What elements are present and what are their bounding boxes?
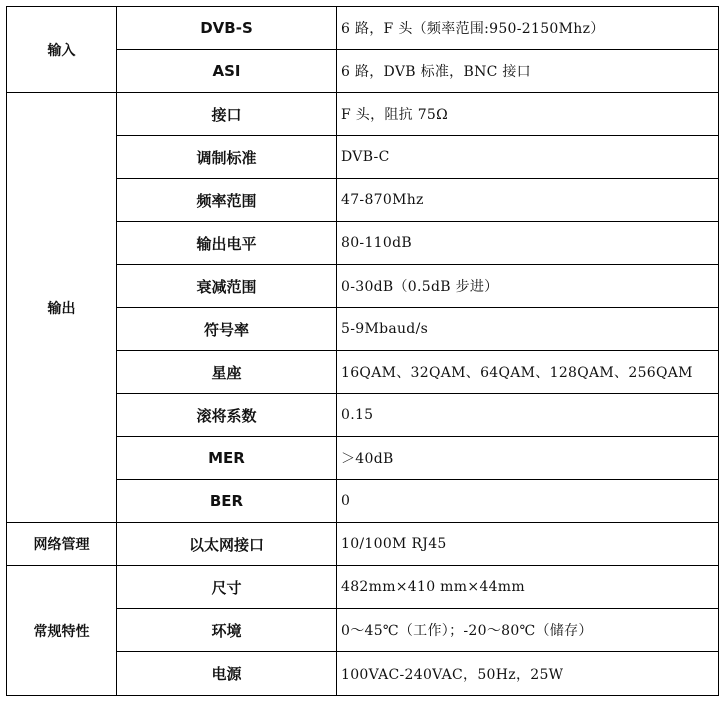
param-symbol-rate: 符号率: [117, 308, 337, 351]
param-asi: ASI: [117, 50, 337, 93]
group-network: 网络管理: [7, 523, 117, 566]
param-interface: 接口: [117, 93, 337, 136]
param-ber: BER: [117, 480, 337, 523]
value-constellation: 16QAM、32QAM、64QAM、128QAM、256QAM: [337, 351, 719, 394]
spec-table: [6, 6, 719, 696]
value-modulation: DVB-C: [337, 136, 719, 179]
param-dvb-s: DVB-S: [117, 7, 337, 50]
value-interface: F 头，阻抗 75Ω: [337, 93, 719, 136]
value-ber: 0: [337, 480, 719, 523]
param-rolloff: 滚将系数: [117, 394, 337, 437]
group-general: 常规特性: [7, 566, 117, 696]
table-row: [7, 566, 719, 609]
param-frequency: 频率范围: [117, 179, 337, 222]
group-output: 输出: [7, 93, 117, 523]
param-size: 尺寸: [117, 566, 337, 609]
value-frequency: 47-870Mhz: [337, 179, 719, 222]
value-environment: 0～45℃（工作）；-20～80℃（储存）: [337, 609, 719, 652]
param-ethernet: 以太网接口: [117, 523, 337, 566]
table-row: [7, 93, 719, 136]
param-constellation: 星座: [117, 351, 337, 394]
group-input: 输入: [7, 7, 117, 93]
param-environment: 环境: [117, 609, 337, 652]
value-ethernet: 10/100M RJ45: [337, 523, 719, 566]
value-output-level: 80-110dB: [337, 222, 719, 265]
value-asi: 6 路，DVB 标准，BNC 接口: [337, 50, 719, 93]
table-row: [7, 7, 719, 50]
param-power: 电源: [117, 652, 337, 696]
param-output-level: 输出电平: [117, 222, 337, 265]
value-size: 482mm×410 mm×44mm: [337, 566, 719, 609]
table-row: [7, 523, 719, 566]
value-symbol-rate: 5-9Mbaud/s: [337, 308, 719, 351]
value-rolloff: 0.15: [337, 394, 719, 437]
param-mer: MER: [117, 437, 337, 480]
value-power: 100VAC-240VAC，50Hz，25W: [337, 652, 719, 696]
param-modulation: 调制标准: [117, 136, 337, 179]
param-attenuation: 衰减范围: [117, 265, 337, 308]
value-mer: ＞40dB: [337, 437, 719, 480]
value-dvb-s: 6 路，F 头（频率范围:950-2150Mhz）: [337, 7, 719, 50]
value-attenuation: 0-30dB（0.5dB 步进）: [337, 265, 719, 308]
